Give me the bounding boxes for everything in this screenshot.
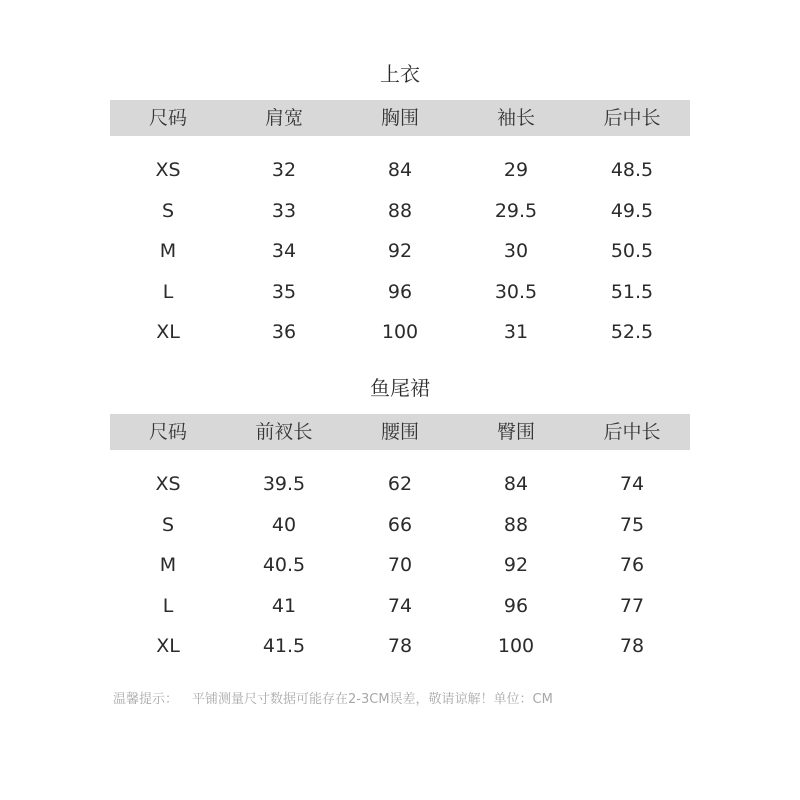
table-row [110,626,690,666]
size-cell: L [162,281,174,303]
shoulder-cell: 36 [271,321,297,343]
back-length-cell: 75 [619,514,645,536]
hip-cell: 96 [503,595,529,617]
back-length-cell: 52.5 [610,321,654,343]
shoulder-cell: 35 [271,281,297,303]
size-cell: S [161,514,175,536]
skirt-section-title: 鱼尾裙 [370,376,430,400]
size-cell: XS [155,159,181,181]
note-text: 平铺测量尺寸数据可能存在2-3CM误差，敬请谅解！单位：CM [192,692,553,707]
header-cell-front-slit: 前衩长 [255,421,313,443]
sleeve-cell: 31 [503,321,529,343]
back-length-cell: 76 [619,554,645,576]
waist-cell: 78 [387,635,413,657]
header-cell-back-length: 后中长 [603,421,661,443]
waist-cell: 74 [387,595,413,617]
skirt-header-row [110,414,690,450]
hip-cell: 84 [503,473,529,495]
note-label: 温馨提示： [113,692,179,707]
waist-cell: 66 [387,514,413,536]
size-cell: XS [155,473,181,495]
front-slit-cell: 41 [271,595,297,617]
chest-cell: 96 [387,281,413,303]
size-cell: L [162,595,174,617]
waist-cell: 70 [387,554,413,576]
hip-cell: 88 [503,514,529,536]
shoulder-cell: 34 [271,240,297,262]
shoulder-cell: 32 [271,159,297,181]
front-slit-cell: 40.5 [262,554,306,576]
size-cell: XL [156,635,180,657]
back-length-cell: 74 [619,473,645,495]
sleeve-cell: 30 [503,240,529,262]
waist-cell: 62 [387,473,413,495]
size-cell: M [159,554,177,576]
front-slit-cell: 41.5 [262,635,306,657]
back-length-cell: 77 [619,595,645,617]
chest-cell: 88 [387,200,413,222]
front-slit-cell: 40 [271,514,297,536]
sleeve-cell: 30.5 [494,281,538,303]
header-cell-size: 尺码 [148,421,187,443]
header-cell-shoulder: 肩宽 [264,107,303,129]
table-row [110,545,690,585]
header-cell-hip: 臀围 [496,421,535,443]
sleeve-cell: 29 [503,159,529,181]
back-length-cell: 48.5 [610,159,654,181]
shoulder-cell: 33 [271,200,297,222]
back-length-cell: 49.5 [610,200,654,222]
header-cell-back-length: 后中长 [603,107,661,129]
header-cell-sleeve: 袖长 [496,107,535,129]
hip-cell: 92 [503,554,529,576]
chest-cell: 92 [387,240,413,262]
top-header-row [110,100,690,136]
table-row [110,191,690,231]
table-row [110,505,690,545]
back-length-cell: 51.5 [610,281,654,303]
table-row [110,464,690,504]
table-row [110,150,690,190]
size-cell: M [159,240,177,262]
table-row [110,272,690,312]
size-cell: S [161,200,175,222]
back-length-cell: 50.5 [610,240,654,262]
sleeve-cell: 29.5 [494,200,538,222]
table-row [110,586,690,626]
chest-cell: 84 [387,159,413,181]
hip-cell: 100 [497,635,535,657]
size-cell: XL [156,321,180,343]
chest-cell: 100 [381,321,419,343]
header-cell-size: 尺码 [148,107,187,129]
back-length-cell: 78 [619,635,645,657]
table-row [110,231,690,271]
header-cell-chest: 胸围 [380,107,419,129]
header-cell-waist: 腰围 [380,421,419,443]
front-slit-cell: 39.5 [262,473,306,495]
measurement-note [113,688,567,707]
top-section-title: 上衣 [380,62,420,86]
table-row [110,312,690,352]
